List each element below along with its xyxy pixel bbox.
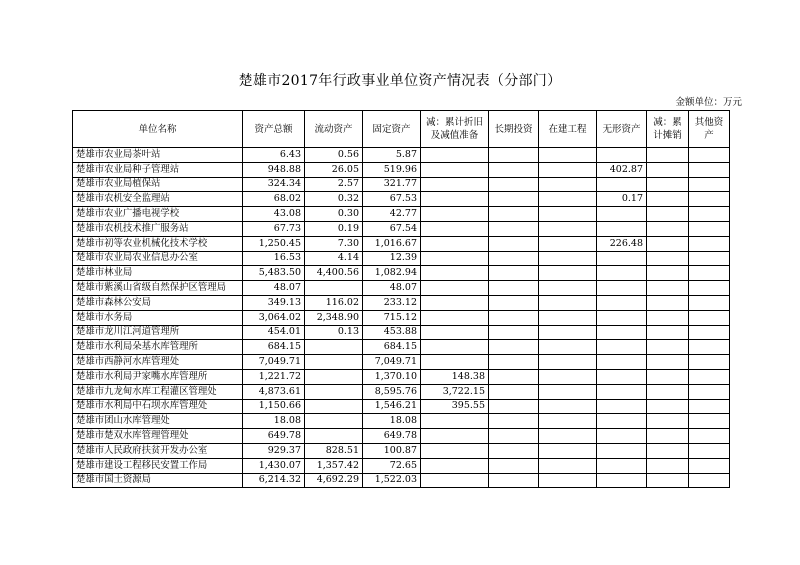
unit-name-cell: 楚雄市团山水库管理处 — [73, 414, 243, 429]
amount-cell — [489, 429, 539, 444]
amount-cell — [539, 443, 597, 458]
amount-cell — [489, 443, 539, 458]
table-row — [73, 458, 730, 473]
amount-cell — [421, 355, 489, 370]
amount-cell: 7.30 — [305, 236, 363, 251]
amount-cell: 3,722.15 — [421, 384, 489, 399]
amount-cell — [421, 429, 489, 444]
table-row — [73, 325, 730, 340]
amount-cell — [647, 148, 689, 163]
header-cell: 在建工程 — [539, 111, 597, 148]
header-cell: 流动资产 — [305, 111, 363, 148]
amount-cell — [689, 355, 730, 370]
amount-cell — [539, 399, 597, 414]
amount-cell: 1,082.94 — [363, 266, 421, 281]
unit-name-cell: 楚雄市楚双水库管理管理处 — [73, 429, 243, 444]
amount-cell — [689, 295, 730, 310]
amount-cell — [539, 251, 597, 266]
amount-cell: 684.15 — [243, 340, 305, 355]
amount-cell: 8,595.76 — [363, 384, 421, 399]
amount-cell: 1,522.03 — [363, 473, 421, 488]
amount-cell — [421, 473, 489, 488]
amount-cell — [647, 429, 689, 444]
amount-cell — [689, 162, 730, 177]
amount-cell — [489, 384, 539, 399]
table-row — [73, 414, 730, 429]
amount-cell — [539, 473, 597, 488]
amount-cell — [689, 443, 730, 458]
amount-cell: 1,546.21 — [363, 399, 421, 414]
header-cell: 固定资产 — [363, 111, 421, 148]
amount-cell — [689, 429, 730, 444]
amount-cell — [539, 458, 597, 473]
amount-cell — [647, 310, 689, 325]
amount-cell — [689, 236, 730, 251]
unit-name-cell: 楚雄市水务局 — [73, 310, 243, 325]
amount-cell — [647, 458, 689, 473]
amount-cell: 67.54 — [363, 221, 421, 236]
amount-cell — [597, 369, 647, 384]
amount-cell: 18.08 — [363, 414, 421, 429]
unit-name-cell: 楚雄市农机安全监理站 — [73, 192, 243, 207]
amount-cell — [647, 399, 689, 414]
amount-cell: 454.01 — [243, 325, 305, 340]
amount-cell — [647, 236, 689, 251]
amount-cell — [489, 340, 539, 355]
amount-cell — [539, 429, 597, 444]
amount-cell: 828.51 — [305, 443, 363, 458]
amount-cell — [539, 369, 597, 384]
amount-cell — [539, 310, 597, 325]
document-title: 楚雄市2017年行政事业单位资产情况表（分部门） — [238, 73, 562, 89]
amount-cell — [647, 207, 689, 222]
table-row — [73, 266, 730, 281]
amount-cell: 148.38 — [421, 369, 489, 384]
amount-cell — [689, 399, 730, 414]
amount-cell — [689, 177, 730, 192]
amount-cell — [489, 355, 539, 370]
amount-cell — [647, 266, 689, 281]
amount-cell: 929.37 — [243, 443, 305, 458]
amount-cell: 67.73 — [243, 221, 305, 236]
amount-cell — [489, 281, 539, 296]
amount-cell: 7,049.71 — [363, 355, 421, 370]
amount-cell: 395.55 — [421, 399, 489, 414]
amount-cell — [489, 148, 539, 163]
amount-cell — [597, 207, 647, 222]
amount-cell — [689, 281, 730, 296]
amount-cell — [489, 221, 539, 236]
header-cell: 减：累计折旧及减值准备 — [421, 111, 489, 148]
amount-cell — [597, 310, 647, 325]
amount-cell — [597, 340, 647, 355]
amount-cell — [647, 384, 689, 399]
amount-cell — [689, 221, 730, 236]
header-cell: 无形资产 — [597, 111, 647, 148]
amount-cell — [689, 207, 730, 222]
unit-name-cell: 楚雄市森林公安局 — [73, 295, 243, 310]
amount-cell — [421, 266, 489, 281]
amount-cell — [489, 310, 539, 325]
amount-cell: 42.77 — [363, 207, 421, 222]
amount-cell: 4,873.61 — [243, 384, 305, 399]
amount-cell: 3,064.02 — [243, 310, 305, 325]
amount-cell — [689, 384, 730, 399]
amount-cell — [305, 340, 363, 355]
amount-cell — [647, 295, 689, 310]
amount-cell — [489, 192, 539, 207]
unit-name-cell: 楚雄市农业广播电视学校 — [73, 207, 243, 222]
amount-cell: 1,221.72 — [243, 369, 305, 384]
amount-cell — [539, 295, 597, 310]
unit-name-cell: 楚雄市水利局尹家嘴水库管理所 — [73, 369, 243, 384]
amount-cell: 4.14 — [305, 251, 363, 266]
amount-cell — [597, 443, 647, 458]
amount-cell — [421, 207, 489, 222]
header-cell: 减：累计摊销 — [647, 111, 689, 148]
unit-name-cell: 楚雄市初等农业机械化技术学校 — [73, 236, 243, 251]
unit-name-cell: 楚雄市龙川江河道管理所 — [73, 325, 243, 340]
amount-cell: 226.48 — [597, 236, 647, 251]
unit-name-cell: 楚雄市人民政府扶贫开发办公室 — [73, 443, 243, 458]
amount-cell — [489, 251, 539, 266]
amount-cell: 1,016.67 — [363, 236, 421, 251]
amount-cell — [539, 266, 597, 281]
amount-cell: 43.08 — [243, 207, 305, 222]
amount-cell: 16.53 — [243, 251, 305, 266]
header-cell: 单位名称 — [73, 111, 243, 148]
amount-cell — [539, 192, 597, 207]
amount-cell — [689, 266, 730, 281]
amount-cell — [539, 355, 597, 370]
amount-cell — [489, 325, 539, 340]
amount-cell: 26.05 — [305, 162, 363, 177]
amount-cell: 1,430.07 — [243, 458, 305, 473]
amount-cell: 6.43 — [243, 148, 305, 163]
amount-cell: 453.88 — [363, 325, 421, 340]
amount-cell: 349.13 — [243, 295, 305, 310]
unit-name-cell: 楚雄市农业局茶叶站 — [73, 148, 243, 163]
amount-cell — [421, 251, 489, 266]
amount-cell: 2,348.90 — [305, 310, 363, 325]
amount-cell: 649.78 — [243, 429, 305, 444]
amount-cell: 948.88 — [243, 162, 305, 177]
amount-cell — [597, 281, 647, 296]
amount-cell — [597, 473, 647, 488]
table-row — [73, 340, 730, 355]
amount-cell — [689, 458, 730, 473]
unit-note: 金额单位：万元 — [675, 97, 742, 108]
amount-cell — [597, 325, 647, 340]
amount-cell — [421, 310, 489, 325]
amount-cell: 48.07 — [363, 281, 421, 296]
amount-cell — [489, 458, 539, 473]
amount-cell: 0.30 — [305, 207, 363, 222]
amount-cell — [539, 148, 597, 163]
unit-name-cell: 楚雄市九龙甸水库工程灌区管理处 — [73, 384, 243, 399]
amount-cell — [647, 177, 689, 192]
table-row — [73, 221, 730, 236]
table-row — [73, 251, 730, 266]
amount-cell — [489, 236, 539, 251]
unit-name-cell: 楚雄市农业局植保站 — [73, 177, 243, 192]
amount-cell: 0.13 — [305, 325, 363, 340]
unit-name-cell: 楚雄市农业局农业信息办公室 — [73, 251, 243, 266]
unit-name-cell: 楚雄市水利局朵基水库管理所 — [73, 340, 243, 355]
amount-cell — [489, 162, 539, 177]
amount-cell: 649.78 — [363, 429, 421, 444]
amount-cell: 402.87 — [597, 162, 647, 177]
amount-cell — [597, 221, 647, 236]
amount-cell — [539, 384, 597, 399]
amount-cell — [305, 355, 363, 370]
amount-cell — [597, 458, 647, 473]
amount-cell: 7,049.71 — [243, 355, 305, 370]
table-row — [73, 295, 730, 310]
amount-cell — [421, 443, 489, 458]
amount-cell — [647, 221, 689, 236]
amount-cell — [597, 384, 647, 399]
table-row — [73, 192, 730, 207]
amount-cell — [597, 355, 647, 370]
table-body — [73, 148, 730, 488]
amount-cell — [539, 236, 597, 251]
amount-cell — [421, 340, 489, 355]
amount-cell: 5,483.50 — [243, 266, 305, 281]
amount-cell: 684.15 — [363, 340, 421, 355]
header-cell: 其他资产 — [689, 111, 730, 148]
amount-cell — [539, 162, 597, 177]
table-row — [73, 355, 730, 370]
amount-cell — [539, 281, 597, 296]
amount-cell — [305, 384, 363, 399]
amount-cell: 72.65 — [363, 458, 421, 473]
amount-cell — [647, 251, 689, 266]
table-row — [73, 207, 730, 222]
amount-cell — [647, 355, 689, 370]
amount-cell: 116.02 — [305, 295, 363, 310]
unit-name-cell: 楚雄市农机技术推广服务站 — [73, 221, 243, 236]
amount-cell — [597, 429, 647, 444]
unit-name-cell: 楚雄市西静河水库管理处 — [73, 355, 243, 370]
amount-cell — [421, 162, 489, 177]
amount-cell: 321.77 — [363, 177, 421, 192]
amount-cell: 519.96 — [363, 162, 421, 177]
unit-name-cell: 楚雄市农业局种子管理站 — [73, 162, 243, 177]
amount-cell — [647, 192, 689, 207]
table-row — [73, 162, 730, 177]
amount-cell: 1,150.66 — [243, 399, 305, 414]
unit-name-cell: 楚雄市国土资源局 — [73, 473, 243, 488]
amount-cell: 48.07 — [243, 281, 305, 296]
amount-cell: 1,370.10 — [363, 369, 421, 384]
amount-cell: 4,400.56 — [305, 266, 363, 281]
amount-cell — [421, 236, 489, 251]
table-row — [73, 148, 730, 163]
amount-cell — [689, 325, 730, 340]
amount-cell — [647, 443, 689, 458]
amount-cell — [539, 207, 597, 222]
amount-cell — [647, 473, 689, 488]
table-row — [73, 384, 730, 399]
amount-cell: 67.53 — [363, 192, 421, 207]
amount-cell — [689, 473, 730, 488]
table-row — [73, 281, 730, 296]
amount-cell — [597, 251, 647, 266]
amount-cell — [421, 148, 489, 163]
amount-cell — [489, 369, 539, 384]
amount-cell — [689, 192, 730, 207]
amount-cell — [421, 458, 489, 473]
amount-cell — [489, 295, 539, 310]
amount-cell: 233.12 — [363, 295, 421, 310]
table-row — [73, 310, 730, 325]
amount-cell — [305, 429, 363, 444]
amount-cell — [597, 148, 647, 163]
amount-cell: 1,357.42 — [305, 458, 363, 473]
amount-cell — [489, 414, 539, 429]
unit-name-cell: 楚雄市建设工程移民安置工作局 — [73, 458, 243, 473]
amount-cell — [597, 414, 647, 429]
amount-cell — [647, 340, 689, 355]
table-row — [73, 236, 730, 251]
table-row — [73, 399, 730, 414]
amount-cell — [597, 399, 647, 414]
amount-cell — [421, 192, 489, 207]
asset-table — [72, 110, 730, 488]
amount-cell — [539, 221, 597, 236]
amount-cell: 4,692.29 — [305, 473, 363, 488]
table-row — [73, 177, 730, 192]
table-row — [73, 443, 730, 458]
amount-cell — [421, 325, 489, 340]
amount-cell — [305, 414, 363, 429]
amount-cell — [421, 221, 489, 236]
amount-cell: 6,214.32 — [243, 473, 305, 488]
amount-cell: 100.87 — [363, 443, 421, 458]
amount-cell — [647, 414, 689, 429]
amount-cell: 1,250.45 — [243, 236, 305, 251]
amount-cell — [305, 369, 363, 384]
amount-cell — [597, 177, 647, 192]
amount-cell — [489, 207, 539, 222]
header-cell: 资产总额 — [243, 111, 305, 148]
amount-cell — [305, 281, 363, 296]
amount-cell — [539, 325, 597, 340]
unit-name-cell: 楚雄市水利局中石坝水库管理处 — [73, 399, 243, 414]
amount-cell — [689, 148, 730, 163]
amount-cell: 0.17 — [597, 192, 647, 207]
amount-cell: 18.08 — [243, 414, 305, 429]
amount-cell: 324.34 — [243, 177, 305, 192]
amount-cell — [689, 340, 730, 355]
amount-cell — [647, 369, 689, 384]
amount-cell: 2.57 — [305, 177, 363, 192]
amount-cell — [689, 369, 730, 384]
header-cell: 长期投资 — [489, 111, 539, 148]
amount-cell — [421, 177, 489, 192]
amount-cell: 715.12 — [363, 310, 421, 325]
amount-cell — [689, 251, 730, 266]
unit-name-cell: 楚雄市紫溪山省级自然保护区管理局 — [73, 281, 243, 296]
amount-cell — [689, 414, 730, 429]
amount-cell — [539, 340, 597, 355]
amount-cell — [647, 325, 689, 340]
table-row — [73, 369, 730, 384]
amount-cell: 0.32 — [305, 192, 363, 207]
amount-cell — [647, 281, 689, 296]
amount-cell — [597, 266, 647, 281]
amount-cell — [489, 266, 539, 281]
amount-cell — [305, 399, 363, 414]
table-header-row — [73, 111, 730, 148]
amount-cell: 0.19 — [305, 221, 363, 236]
amount-cell — [539, 414, 597, 429]
amount-cell — [647, 162, 689, 177]
amount-cell — [539, 177, 597, 192]
amount-cell — [489, 399, 539, 414]
amount-cell — [597, 295, 647, 310]
unit-name-cell: 楚雄市林业局 — [73, 266, 243, 281]
amount-cell: 12.39 — [363, 251, 421, 266]
amount-cell — [421, 414, 489, 429]
table-row — [73, 429, 730, 444]
amount-cell — [689, 310, 730, 325]
amount-cell — [421, 295, 489, 310]
amount-cell — [489, 177, 539, 192]
amount-cell: 68.02 — [243, 192, 305, 207]
amount-cell — [421, 281, 489, 296]
amount-cell — [489, 473, 539, 488]
table-row — [73, 473, 730, 488]
amount-cell: 5.87 — [363, 148, 421, 163]
amount-cell: 0.56 — [305, 148, 363, 163]
